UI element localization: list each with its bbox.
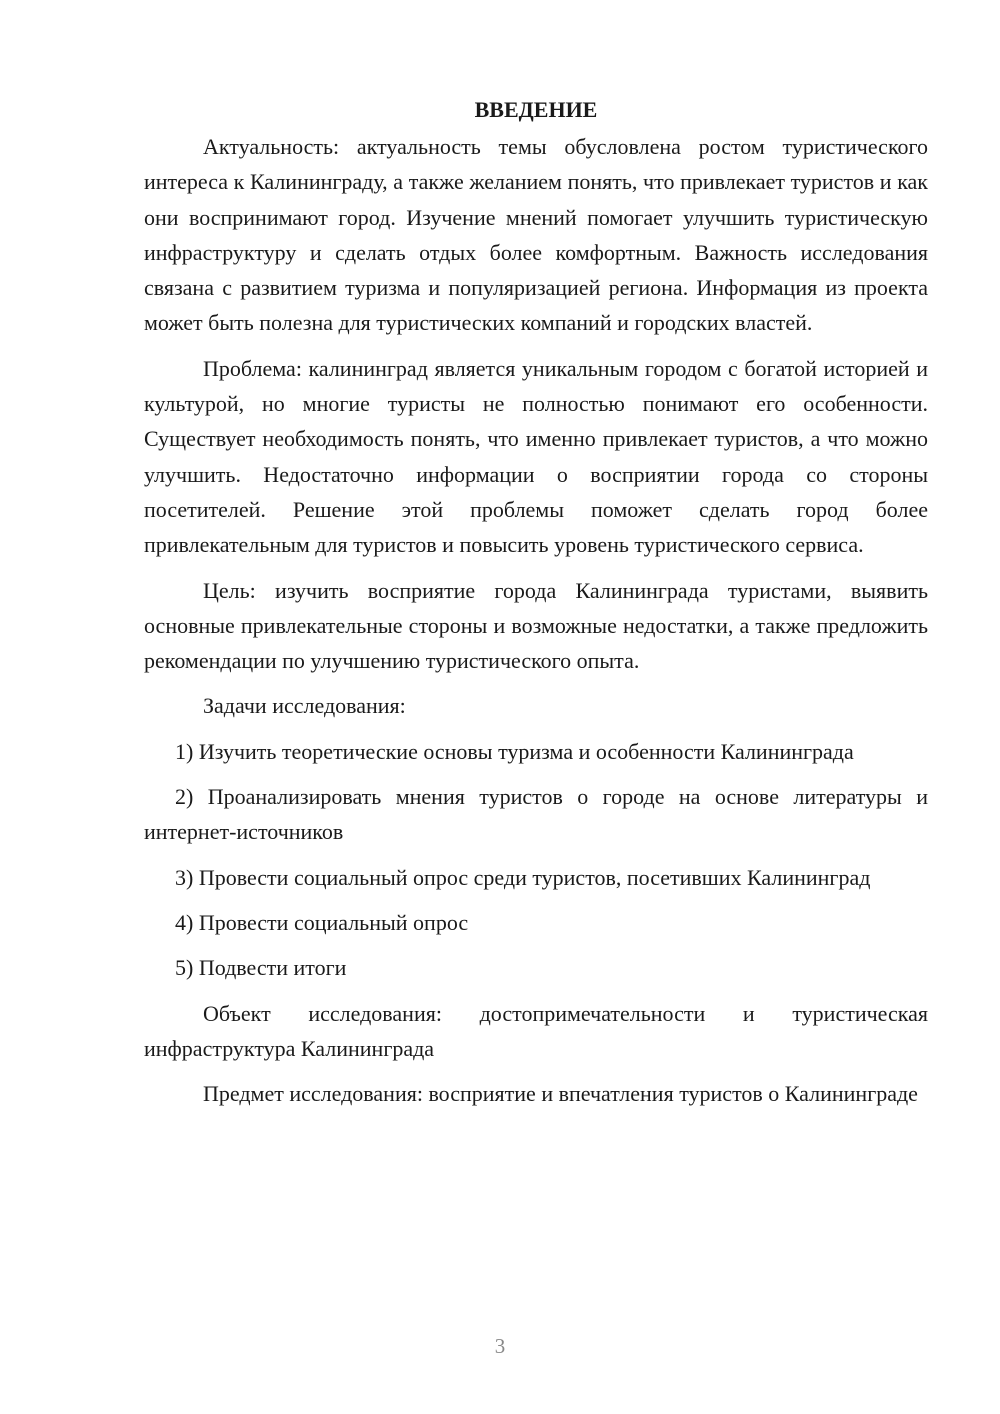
task-item: 3) Провести социальный опрос среди туристов, посетивших Калининград [175, 864, 871, 890]
paragraph-object: Объект исследования: достопримечательности и туристическая инфраструктура Калининграда [144, 1000, 928, 1061]
page-number: 3 [494, 1334, 506, 1358]
paragraph-tasks-heading: Задачи исследования: [203, 693, 406, 719]
paragraph-goal: Цель: изучить восприятие города Калининграда туристами, выявить основные привлекательные стороны и возможные недостатки, а также предложить рекомендации по улучшению туристического опыта. [144, 577, 928, 674]
task-item: 4) Провести социальный опрос [175, 909, 469, 935]
task-item: 2) Проанализировать мнения туристов о городе на основе литературы и интернет-источников [144, 784, 928, 845]
task-item: 5) Подвести итоги [175, 955, 347, 981]
paragraph-relevance: Актуальность: актуальность темы обусловлена ростом туристического интереса к Калининграду, а также желанием понять, что привлекает туристов и как они воспринимают город. Изучение мнений помогает улучшить туристическую инфраструктуру и сделать отдых более комфортным. Важность исследования связана с развитием туризма и популяризацией региона. Информация из проекта может быть полезна для туристических компаний и городских властей. [144, 134, 928, 336]
section-title: ВВЕДЕНИЕ [474, 97, 598, 122]
task-item: 1) Изучить теоретические основы туризма и особенности Калининграда [175, 738, 854, 764]
paragraph-problem: Проблема: калининград является уникальным городом с богатой историей и культурой, но многие туристы не полностью понимают его особенности. Существует необходимость понять, что именно привлекает туристов, а что можно улучшить. Недостаточно информации о восприятии города со стороны посетителей. Решение этой проблемы поможет сделать город более привлекательным для туристов и повысить уровень туристического сервиса. [144, 355, 928, 558]
document-page [144, 92, 928, 1121]
paragraph-subject: Предмет исследования: восприятие и впечатления туристов о Калининграде [203, 1081, 918, 1107]
